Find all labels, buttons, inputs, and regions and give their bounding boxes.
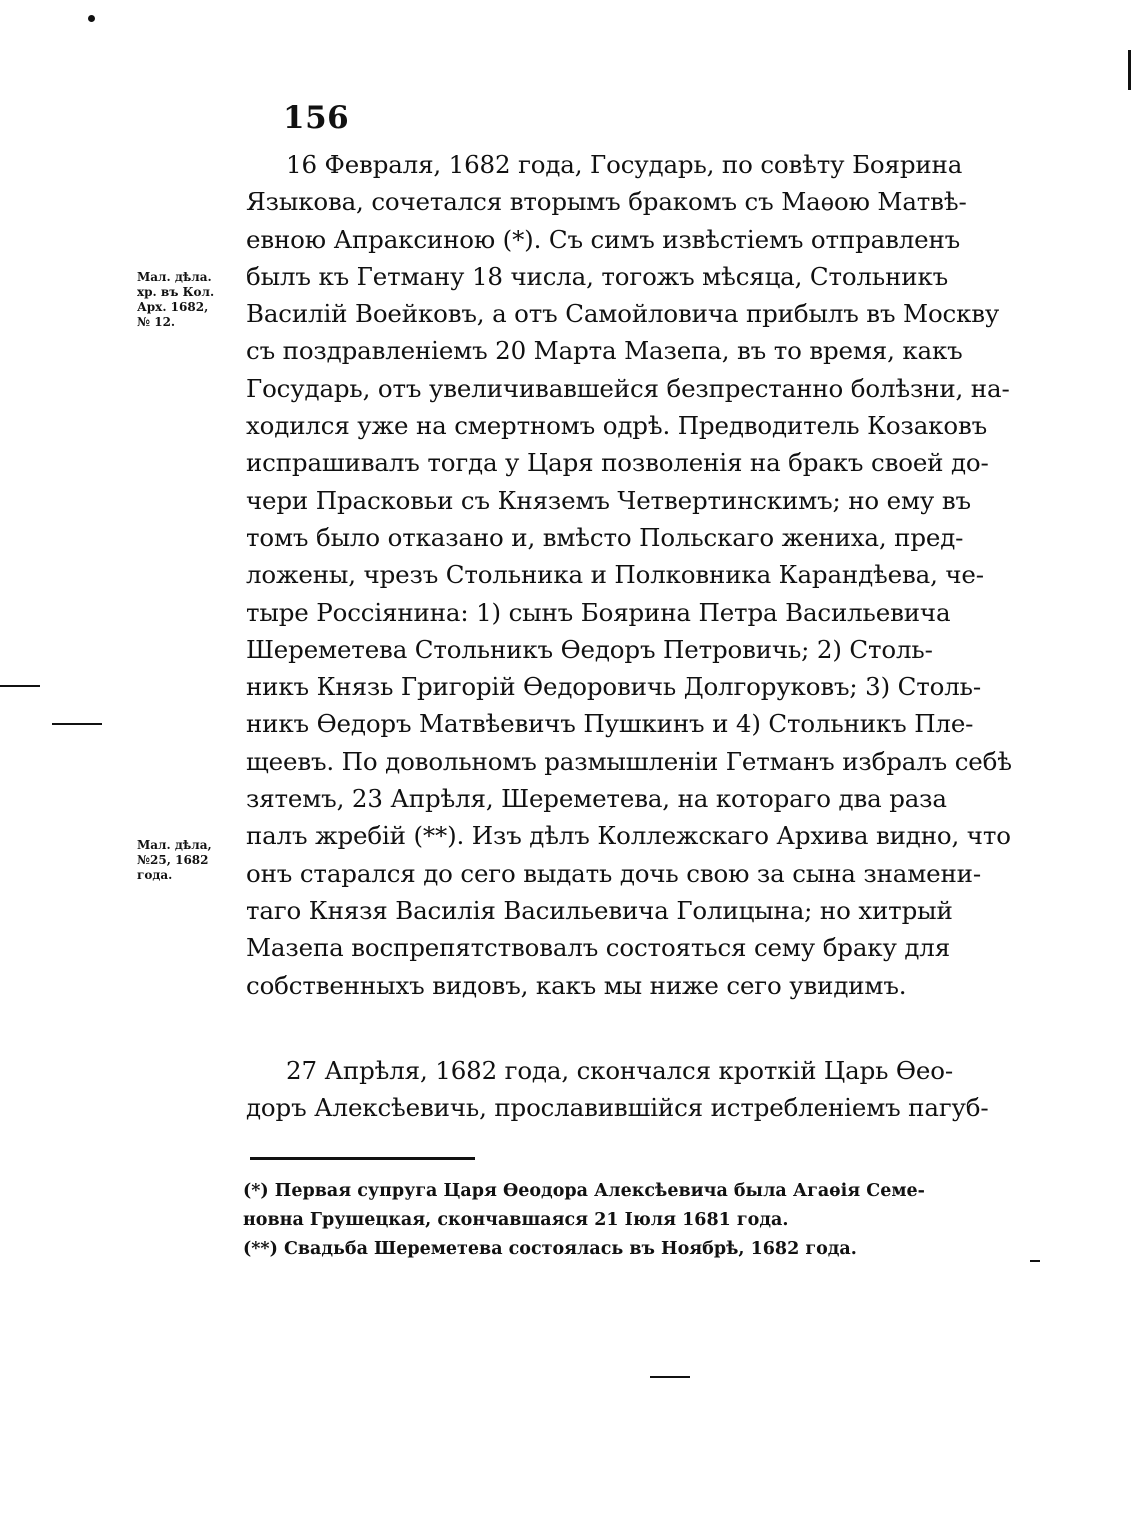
text-line: ложены, чрезъ Стольника и Полковника Карандѣева, че- — [246, 560, 984, 590]
text-line: испрашивалъ тогда у Царя позволенія на бракъ своей до- — [246, 448, 989, 478]
margin-note-archive-ref-2 — [137, 838, 212, 883]
text-line: таго Князя Василія Васильевича Голицына; но хитрый — [246, 895, 953, 925]
scan-speck — [1030, 1260, 1040, 1262]
text-line: томъ было отказано и, вмѣсто Польскаго жениха, пред- — [246, 522, 964, 552]
paragraph-1 — [246, 146, 1066, 1004]
scan-speck — [52, 723, 102, 725]
scan-speck — [0, 685, 40, 687]
text-line: евною Апраксиною (*). Съ симъ извѣстіемъ отправленъ — [246, 224, 961, 254]
text-line: Государь, отъ увеличивавшейся безпрестанно болѣзни, на- — [246, 373, 1010, 403]
text-line: 27 Апрѣля, 1682 года, скончался кроткій Царь Ѳео- — [286, 1056, 953, 1085]
footnote-line: (*) Первая супруга Царя Ѳеодора Алексѣевича была Агаѳія Семе- — [243, 1181, 925, 1201]
footnote-line: новна Грушецкая, скончавшаяся 21 Іюля 1681 года. — [243, 1210, 789, 1230]
text-line: тыре Россіянина: 1) сынъ Боярина Петра Васильевича — [246, 597, 951, 627]
text-line: доръ Алексѣевичь, прославившійся истребленіемъ пагуб- — [246, 1093, 989, 1123]
margin-note-line: Мал. дѣла. — [137, 270, 212, 284]
text-line: 16 Февраля, 1682 года, Государь, по совѣту Боярина — [286, 150, 963, 179]
margin-note-line: года. — [137, 868, 173, 882]
margin-note-line: Мал. дѣла, — [137, 838, 212, 852]
text-line: зятемъ, 23 Апрѣля, Шереметева, на котораго два раза — [246, 784, 947, 814]
footnote-line: (**) Свадьба Шереметева состоялась въ Ноябрѣ, 1682 года. — [243, 1239, 857, 1259]
text-line: былъ къ Гетману 18 числа, тогожъ мѣсяца, Стольникъ — [246, 261, 949, 291]
text-line: ходился уже на смертномъ одрѣ. Предводитель Козаковъ — [246, 411, 988, 441]
text-line: щеевъ. По довольномъ размышленіи Гетманъ избралъ себѣ — [246, 746, 1012, 776]
margin-note-line: хр. въ Кол. — [137, 285, 215, 299]
margin-note-archive-ref-1 — [137, 270, 214, 330]
scan-speck — [650, 1376, 690, 1378]
text-line: собственныхъ видовъ, какъ мы ниже сего увидимъ. — [246, 970, 907, 1000]
margin-note-line: № 12. — [137, 315, 176, 329]
text-line: Языкова, сочетался вторымъ бракомъ съ Маѳою Матвѣ- — [246, 187, 967, 217]
footnotes — [243, 1177, 1073, 1264]
text-line: Шереметева Стольникъ Ѳедоръ Петровичь; 2) Столь- — [246, 634, 933, 664]
text-line: онъ старался до сего выдать дочь свою за сына знамени- — [246, 858, 981, 888]
scan-speck — [1128, 50, 1131, 90]
margin-note-line: №25, 1682 — [137, 853, 209, 867]
text-line: съ поздравленіемъ 20 Марта Мазепа, въ то время, какъ — [246, 336, 963, 366]
text-line: никъ Ѳедоръ Матвѣевичъ Пушкинъ и 4) Стольникъ Пле- — [246, 709, 974, 739]
text-line: никъ Князь Григорій Ѳедоровичь Долгоруковъ; 3) Столь- — [246, 672, 981, 702]
text-line: Мазепа воспрепятствовалъ состояться сему браку для — [246, 933, 951, 963]
page-number: 156 — [283, 100, 350, 136]
paragraph-2 — [246, 1052, 1066, 1127]
scan-speck — [88, 15, 95, 22]
text-line: палъ жребій (**). Изъ дѣлъ Коллежскаго Архива видно, что — [246, 821, 1011, 851]
text-line: чери Прасковьи съ Княземъ Четвертинскимъ; но ему въ — [246, 485, 971, 515]
margin-note-line: Арх. 1682, — [137, 300, 209, 314]
text-line: Василій Воейковъ, а отъ Самойловича прибылъ въ Москву — [246, 299, 1000, 329]
footnote-divider — [250, 1157, 475, 1160]
